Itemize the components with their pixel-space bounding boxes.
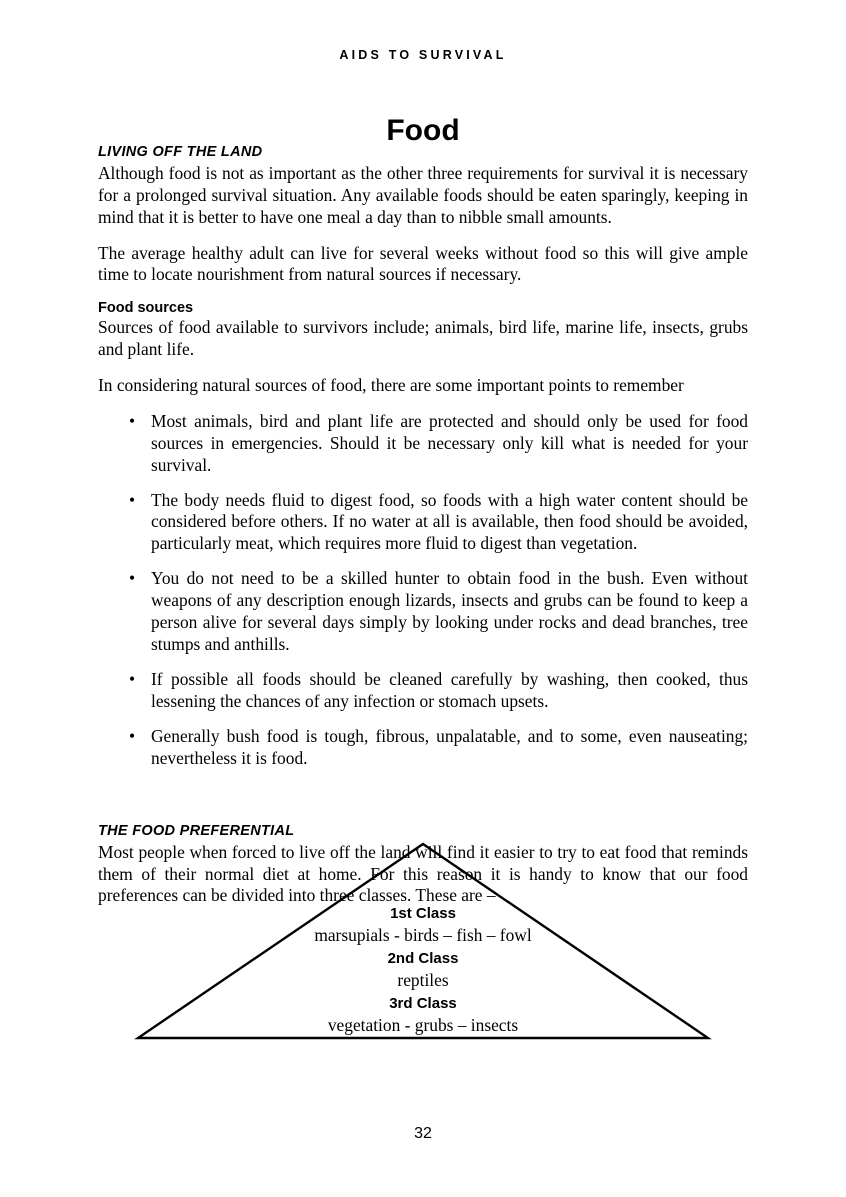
bullet-icon: • bbox=[129, 410, 136, 431]
pyramid-class-1-name: 1st Class bbox=[390, 905, 456, 922]
bullet-icon: • bbox=[129, 668, 136, 689]
heading-food-sources: Food sources bbox=[98, 300, 194, 317]
bullet-list-food-points bbox=[98, 411, 748, 770]
pyramid-class-1-items: marsupials - birds – fish – fowl bbox=[314, 925, 532, 946]
list-item-text: You do not need to be a skilled hunter to obtain food in the bush. Even without weapons of any description enough lizards, insects and grubs can be found to keep a person alive for several days simply by looking under rocks and dead branches, tree stumps and anthills. bbox=[151, 568, 748, 655]
paragraph-food-sources-2: In considering natural sources of food, there are some important points to remember bbox=[98, 374, 684, 395]
pyramid-class-3 bbox=[98, 994, 748, 1037]
bullet-icon: • bbox=[129, 489, 136, 510]
pyramid-class-2-items: reptiles bbox=[397, 970, 449, 991]
list-item bbox=[98, 669, 748, 713]
list-item bbox=[98, 726, 748, 770]
paragraph-living-2: The average healthy adult can live for several weeks without food so this will give ample time to locate nourishment from natural sources if necessary. bbox=[98, 242, 748, 285]
paragraph-food-preferential-1: Most people when forced to live off the land will find it easier to try to eat food that reminds them of their normal diet at home. For this reason it is handy to know that our food preferences can be divided into three classes. These are – bbox=[98, 841, 748, 906]
running-head: AIDS TO SURVIVAL bbox=[339, 48, 507, 62]
pyramid-class-2 bbox=[98, 949, 748, 992]
pyramid-class-3-name: 3rd Class bbox=[389, 995, 457, 1012]
heading-living-off-the-land: LIVING OFF THE LAND bbox=[98, 144, 263, 160]
list-item bbox=[98, 490, 748, 556]
list-item-text: The body needs fluid to digest food, so foods with a high water content should be considered before others. If no water at all is available, then food should be avoided, particularly meat, which requires more fluid to digest than vegetation. bbox=[151, 489, 748, 554]
pyramid-class-2-name: 2nd Class bbox=[387, 950, 459, 967]
pyramid-class-1 bbox=[98, 904, 748, 947]
list-item-text: Most animals, bird and plant life are protected and should only be used for food sources in emergencies. Should it be necessary only kill what is needed for your survival. bbox=[151, 410, 748, 475]
pyramid-class-3-items: vegetation - grubs – insects bbox=[327, 1015, 519, 1036]
page-number: 32 bbox=[414, 1125, 432, 1142]
paragraph-food-sources-1: Sources of food available to survivors include; animals, bird life, marine life, insects, grubs and plant life. bbox=[98, 317, 748, 360]
list-item-text: If possible all foods should be cleaned carefully by washing, then cooked, thus lessening the chances of any infection or stomach upsets. bbox=[151, 668, 748, 711]
list-item bbox=[98, 568, 748, 656]
section-spacer bbox=[98, 783, 748, 801]
paragraph-living-1: Although food is not as important as the other three requirements for survival it is necessary for a prolonged survival situation. Any available foods should be eaten sparingly, keeping in mind that it is better to have one meal a day than to nibble small amounts. bbox=[98, 163, 748, 227]
list-item-text: Generally bush food is tough, fibrous, unpalatable, and to some, even nauseating; nevertheless it is food. bbox=[151, 725, 748, 768]
bullet-icon: • bbox=[129, 725, 136, 746]
food-preference-pyramid bbox=[98, 830, 748, 1055]
list-item bbox=[98, 411, 748, 477]
page-title: Food bbox=[386, 114, 460, 148]
heading-food-preferential: THE FOOD PREFERENTIAL bbox=[98, 822, 295, 839]
document-body bbox=[98, 144, 748, 921]
bullet-icon: • bbox=[129, 568, 136, 589]
